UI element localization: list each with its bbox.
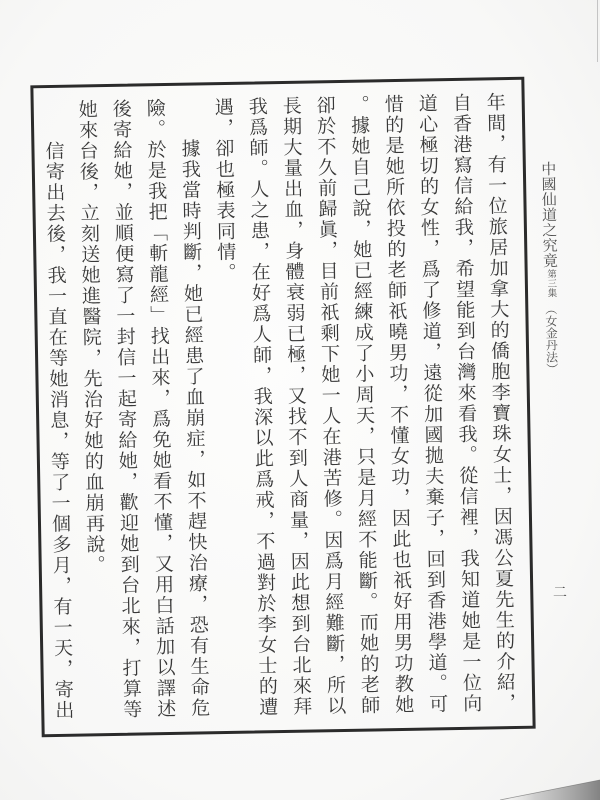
text-column: 卻於不久前歸眞，目前祇剩下她一人在港苦修。因爲月經難斷，所以 bbox=[313, 94, 347, 717]
volume-label: 第三集 bbox=[545, 269, 557, 298]
page-edge-line bbox=[597, 0, 598, 62]
text-frame bbox=[30, 77, 535, 738]
text-column: 。據她自己說，她已經練成了小周天，只是月經不能斷。而她的老師 bbox=[347, 93, 381, 716]
book-subtitle: （女金丹法） bbox=[543, 302, 559, 375]
text-column: 長期大量出血，身體衰弱已極，又找不到人商量，因此想到台北來拜 bbox=[279, 95, 313, 717]
text-column: 年間，有一位旅居加拿大的僑胞李寶珠女士，因馮公夏先生的介紹， bbox=[483, 91, 517, 714]
page-curl-shadow bbox=[480, 770, 600, 800]
text-column: 遇，卻也極表同情。 bbox=[211, 96, 237, 284]
book-title: 中國仙道之究竟 bbox=[539, 160, 560, 269]
page-number: 二 bbox=[553, 585, 567, 601]
text-column: 後寄給她，並順便寫了一封信一起寄給她，歡迎她到台北來，打算等 bbox=[109, 98, 143, 720]
text-column: 我爲師。人之患，在好爲人師，我深以此爲戒，不過對於李女士的遭 bbox=[245, 95, 279, 718]
text-column: 自香港寫信給我，希望能到台灣來看我。從信裡，我知道她是一位向 bbox=[449, 92, 483, 714]
running-header bbox=[539, 161, 561, 375]
text-column: 道心極切的女性，爲了修道，遠從加國拋夫棄子，回到香港學道。可 bbox=[415, 92, 449, 715]
text-column: 險。於是我把「斬龍經」找出來，爲免她看不懂，又用白話加以譯述 bbox=[143, 97, 177, 720]
text-column: 她來台後，立刻送她進醫院，先治好她的血崩再說。 bbox=[75, 98, 106, 576]
text-column: 惜的是她所依投的老師祇曉男功，不懂女功，因此也祇好用男功教她 bbox=[381, 93, 415, 715]
text-column-indented: 信寄出去後，我一直在等她消息，等了一個多月，有一天，寄出 bbox=[42, 140, 75, 721]
text-column-indented: 據我當時判斷，她已經患了血崩症，如不趕快治療，恐有生命危 bbox=[178, 138, 211, 719]
